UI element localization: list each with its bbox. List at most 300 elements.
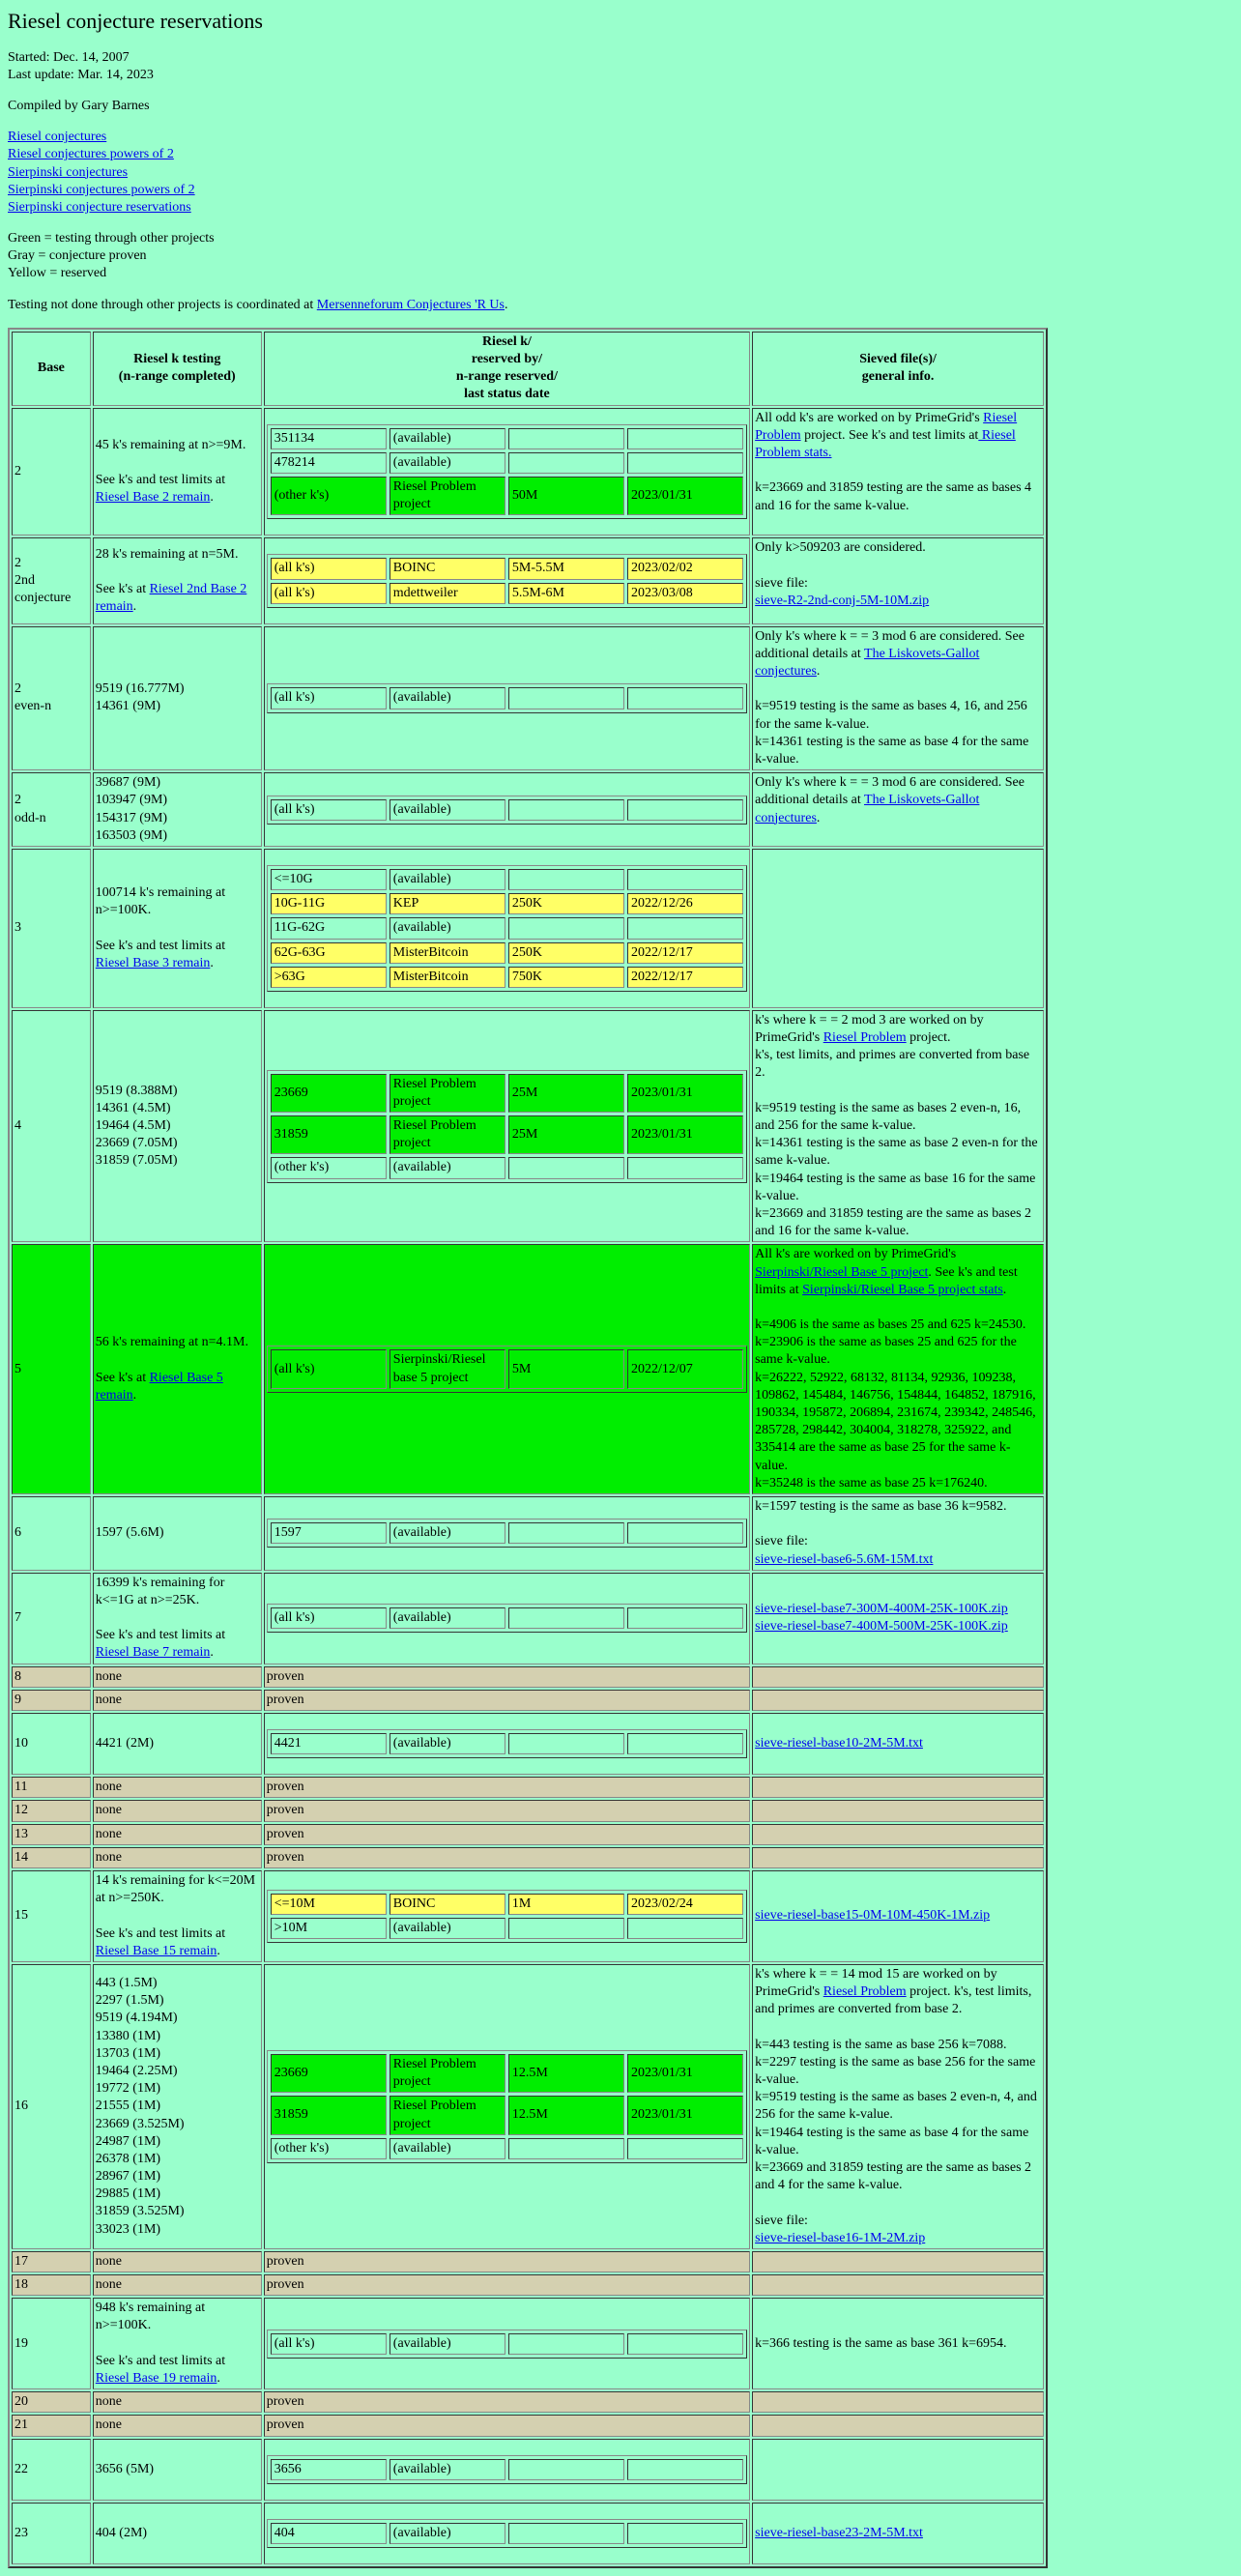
n-range: 12.5M xyxy=(508,2096,624,2134)
testing-cell: 28 k's remaining at n=5M. See k's at Riesel 2nd Base 2 remain. xyxy=(93,537,262,623)
info-cell: Only k's where k = = 3 mod 6 are considered. See additional details at The Liskovets-Gallot conjectures. xyxy=(752,772,1044,847)
reserved-by: Sierpinski/Riesel base 5 project xyxy=(390,1349,505,1388)
status-date xyxy=(627,1733,743,1754)
reservation-row xyxy=(271,1074,743,1113)
table-row xyxy=(12,2274,1044,2296)
link-sierpinski-powers-of-2[interactable]: Sierpinski conjectures powers of 2 xyxy=(8,182,195,197)
reservation-row xyxy=(271,893,743,914)
k-range: 31859 xyxy=(271,1115,387,1154)
reservation-cell: proven xyxy=(264,1824,750,1845)
status-date: 2023/02/24 xyxy=(627,1894,743,1915)
n-range xyxy=(508,1918,624,1939)
base-cell: 22 xyxy=(12,2439,91,2501)
n-range: 12.5M xyxy=(508,2054,624,2093)
n-range: 5M xyxy=(508,1349,624,1388)
reserved-by: Riesel Problem project xyxy=(390,2054,505,2093)
reservation-cell xyxy=(264,408,750,536)
link-riesel-problem[interactable]: Riesel Problem xyxy=(823,1984,907,2000)
info-cell xyxy=(752,1824,1044,1845)
status-date xyxy=(627,687,743,709)
table-row xyxy=(12,1870,1044,1962)
base-cell: 17 xyxy=(12,2251,91,2272)
info-cell xyxy=(752,849,1044,1008)
table-row xyxy=(12,772,1044,847)
testing-cell: none xyxy=(93,1666,262,1688)
reservation-row xyxy=(271,1115,743,1154)
legend xyxy=(8,230,1233,283)
compiled-by: Compiled by Gary Barnes xyxy=(8,98,150,113)
reserved-by: (available) xyxy=(390,917,505,939)
reservation-cell: proven xyxy=(264,1800,750,1821)
k-range: (all k's) xyxy=(271,687,387,709)
reservation-row xyxy=(271,2333,743,2355)
status-date: 2023/01/31 xyxy=(627,1115,743,1154)
status-date: 2022/12/26 xyxy=(627,893,743,914)
coordination-note: Testing not done through other projects is coordinated at Mersenneforum Conjectures 'R Us. xyxy=(8,297,508,312)
status-date xyxy=(627,2333,743,2355)
base-cell: 23 xyxy=(12,2503,91,2564)
link-sieve-file[interactable]: sieve-riesel-base23-2M-5M.txt xyxy=(755,2525,923,2540)
reserved-by: Riesel Problem project xyxy=(390,2096,505,2134)
status-date xyxy=(627,799,743,821)
started-date: Started: Dec. 14, 2007 xyxy=(8,49,130,65)
reservation-row xyxy=(271,2523,743,2544)
status-date: 2022/12/07 xyxy=(627,1349,743,1388)
k-range: 351134 xyxy=(271,428,387,449)
table-row xyxy=(12,1496,1044,1571)
link-sieve-file[interactable]: sieve-riesel-base15-0M-10M-450K-1M.zip xyxy=(755,1908,991,1924)
k-range: 23669 xyxy=(271,1074,387,1113)
reservation-row xyxy=(271,2096,743,2134)
info-cell xyxy=(752,2415,1044,2436)
info-cell xyxy=(752,2439,1044,2501)
reservation-row xyxy=(271,1607,743,1629)
link-base5-project[interactable]: Sierpinski/Riesel Base 5 project xyxy=(755,1264,929,1280)
reservation-subtable xyxy=(267,2330,747,2359)
last-update-date: Last update: Mar. 14, 2023 xyxy=(8,67,154,82)
link-riesel-problem[interactable]: Riesel Problem xyxy=(755,410,1018,443)
table-row xyxy=(12,2503,1044,2564)
k-range: 1597 xyxy=(271,1522,387,1544)
base-cell: 15 xyxy=(12,1870,91,1962)
reserved-by: (available) xyxy=(390,2138,505,2159)
info-cell xyxy=(752,2274,1044,2296)
reservation-row xyxy=(271,2054,743,2093)
k-range: 4421 xyxy=(271,1733,387,1754)
reservation-subtable xyxy=(267,1604,747,1633)
table-row xyxy=(12,1010,1044,1242)
n-range xyxy=(508,1607,624,1629)
testing-cell: 3656 (5M) xyxy=(93,2439,262,2501)
k-range: 23669 xyxy=(271,2054,387,2093)
table-row xyxy=(12,1964,1044,2249)
n-range xyxy=(508,428,624,449)
reservation-row xyxy=(271,1894,743,1915)
remain-link[interactable]: Riesel Base 2 remain xyxy=(95,490,211,506)
info-cell: k's where k = = 14 mod 15 are worked on by PrimeGrid's Riesel Problem project. k's, test limits, and primes are converted from base 2. k=443 testing is the same as base 256 k=7088. k=2297 testing is the same as base 256 for the same k-value. k=9519 testing is the same as bases 2 even-n, 4, and 256 for the same k-value. k=19464 testing is the same as base 4 for the same k-value. k=23669 and 31859 testing are the same as bases 2 and 4 for the same k-value. sieve file: sieve-riesel-base16-1M-2M.zip xyxy=(752,1964,1044,2249)
k-range: (other k's) xyxy=(271,2138,387,2159)
status-date: 2022/12/17 xyxy=(627,967,743,988)
reserved-by: (available) xyxy=(390,1157,505,1178)
info-cell: k's where k = = 2 mod 3 are worked on by PrimeGrid's Riesel Problem project. k's, test limits, and primes are converted from base 2. k=9519 testing is the same as bases 2 even-n, 16, and 256 for the same k-value. k=14361 testing is the same as base 2 even-n for the same k-value. k=19464 testing is the same as base 16 for the same k-value. k=23669 and 31859 testing are the same as bases 2 and 16 for the same k-value. xyxy=(752,1010,1044,1242)
k-range: <=10M xyxy=(271,1894,387,1915)
reserved-by: (available) xyxy=(390,1733,505,1754)
info-cell xyxy=(752,1713,1044,1775)
link-sieve-file[interactable]: sieve-riesel-base10-2M-5M.txt xyxy=(755,1736,923,1751)
status-date: 2023/02/02 xyxy=(627,558,743,579)
testing-cell: none xyxy=(93,2415,262,2436)
reserved-by: (available) xyxy=(390,1607,505,1629)
reservation-row xyxy=(271,1522,743,1544)
reservation-row xyxy=(271,2138,743,2159)
k-range: (all k's) xyxy=(271,583,387,604)
reservation-cell xyxy=(264,1870,750,1962)
info-cell: All k's are worked on by PrimeGrid's Sierpinski/Riesel Base 5 project. See k's and test limits at Sierpinski/Riesel Base 5 project stats. k=4906 is the same as bases 25 and 625 k=24530. k=23906 is the same as bases 25 and 625 for the same k-value. k=26222, 52922, 68132, 81134, 92936, 109238, 109862, 145484, 146756, 154844, 164852, 187916, 190334, 195872, 206894, 231674, 239342, 248546, 285728, 298442, 304004, 318278, 325922, and 335414 are the same as base 25 for the same k-value. k=35248 is the same as base 25 k=176240. xyxy=(752,1244,1044,1494)
reservation-row xyxy=(271,917,743,939)
n-range: 250K xyxy=(508,893,624,914)
table-row xyxy=(12,1824,1044,1845)
table-row xyxy=(12,1777,1044,1798)
k-range: 11G-62G xyxy=(271,917,387,939)
testing-cell: 56 k's remaining at n=4.1M. See k's at Riesel Base 5 remain. xyxy=(93,1244,262,1494)
status-date xyxy=(627,2459,743,2480)
reservation-row xyxy=(271,869,743,890)
reservation-row xyxy=(271,583,743,604)
reservation-cell xyxy=(264,772,750,847)
reserved-by: Riesel Problem project xyxy=(390,1074,505,1113)
link-sieve-file[interactable]: sieve-riesel-base16-1M-2M.zip xyxy=(755,2230,926,2245)
n-range: 1M xyxy=(508,1894,624,1915)
status-date xyxy=(627,2138,743,2159)
info-cell xyxy=(752,1666,1044,1688)
base-cell: 3 xyxy=(12,849,91,1008)
info-cell: Only k's where k = = 3 mod 6 are considered. See additional details at The Liskovets-Gallot conjectures. k=9519 testing is the same as bases 4, 16, and 256 for the same k-value. k=14361 testing is the same as base 4 for the same k-value. xyxy=(752,626,1044,771)
reservation-row xyxy=(271,452,743,474)
reservation-cell xyxy=(264,2503,750,2564)
reservation-cell: proven xyxy=(264,1666,750,1688)
nav-links xyxy=(8,129,1233,217)
table-row xyxy=(12,2415,1044,2436)
reservation-subtable xyxy=(267,1890,747,1943)
k-range: 62G-63G xyxy=(271,942,387,964)
base-cell: 12 xyxy=(12,1800,91,1821)
n-range: 50M xyxy=(508,477,624,515)
info-cell: k=1597 testing is the same as base 36 k=9582. sieve file: sieve-riesel-base6-5.6M-15M.txt xyxy=(752,1496,1044,1571)
status-date xyxy=(627,428,743,449)
link-riesel-problem[interactable]: Riesel Problem xyxy=(823,1030,907,1046)
table-header-row xyxy=(12,332,1044,406)
testing-cell: none xyxy=(93,2391,262,2413)
legend-yellow: Yellow = reserved xyxy=(8,266,107,281)
info-cell xyxy=(752,1870,1044,1962)
table-row xyxy=(12,1713,1044,1775)
status-date: 2023/01/31 xyxy=(627,1074,743,1113)
status-date: 2023/01/31 xyxy=(627,477,743,515)
header-info: Sieved file(s)/ general info. xyxy=(752,332,1044,406)
reservation-cell: proven xyxy=(264,2251,750,2272)
base-cell: 14 xyxy=(12,1847,91,1868)
reservation-subtable xyxy=(267,1519,747,1548)
info-cell xyxy=(752,2391,1044,2413)
n-range xyxy=(508,687,624,709)
reservation-row xyxy=(271,428,743,449)
base-cell: 10 xyxy=(12,1713,91,1775)
base-cell: 21 xyxy=(12,2415,91,2436)
reserved-by: MisterBitcoin xyxy=(390,942,505,964)
testing-cell: 1597 (5.6M) xyxy=(93,1496,262,1571)
testing-cell: 16399 k's remaining for k<=1G at n>=25K. See k's and test limits at Riesel Base 7 remain. xyxy=(93,1573,262,1664)
reserved-by: BOINC xyxy=(390,1894,505,1915)
n-range: 5.5M-6M xyxy=(508,583,624,604)
table-row xyxy=(12,408,1044,536)
testing-cell: 39687 (9M) 103947 (9M) 154317 (9M) 163503 (9M) xyxy=(93,772,262,847)
table-row xyxy=(12,2251,1044,2272)
status-date xyxy=(627,1918,743,1939)
testing-cell: none xyxy=(93,1800,262,1821)
reservation-cell xyxy=(264,1244,750,1494)
table-row xyxy=(12,1573,1044,1664)
link-sieve-file[interactable]: sieve-riesel-base7-300M-400M-25K-100K.zip xyxy=(755,1602,1008,1616)
table-row xyxy=(12,2298,1044,2389)
reservation-row xyxy=(271,967,743,988)
testing-cell: 443 (1.5M) 2297 (1.5M) 9519 (4.194M) 13380 (1M) 13703 (1M) 19464 (2.25M) 19772 (1M) 21555 (1M) 23669 (3.525M) 24987 (1M) 26378 (1M) 28967 (1M) 29885 (1M) 31859 (3.525M) 33023 (1M) xyxy=(93,1964,262,2249)
k-range: 31859 xyxy=(271,2096,387,2134)
link-liskovets-gallot[interactable]: The Liskovets-Gallot conjectures xyxy=(755,793,980,825)
k-range: (other k's) xyxy=(271,477,387,515)
info-cell xyxy=(752,2503,1044,2564)
link-riesel-powers-of-2[interactable]: Riesel conjectures powers of 2 xyxy=(8,147,174,162)
k-range: <=10G xyxy=(271,869,387,890)
table-row xyxy=(12,626,1044,771)
base-cell: 5 xyxy=(12,1244,91,1494)
reservation-subtable xyxy=(267,424,747,520)
status-date: 2023/01/31 xyxy=(627,2096,743,2134)
k-range: 3656 xyxy=(271,2459,387,2480)
status-date xyxy=(627,1607,743,1629)
reservation-row xyxy=(271,1733,743,1754)
k-range: (other k's) xyxy=(271,1157,387,1178)
testing-cell: none xyxy=(93,1824,262,1845)
remain-link[interactable]: Riesel Base 7 remain xyxy=(95,1645,211,1661)
testing-cell: none xyxy=(93,1777,262,1798)
page-title: Riesel conjecture reservations xyxy=(8,9,263,33)
reservation-row xyxy=(271,942,743,964)
table-row xyxy=(12,849,1044,1008)
k-range: (all k's) xyxy=(271,2333,387,2355)
info-cell xyxy=(752,1847,1044,1868)
reserved-by: MisterBitcoin xyxy=(390,967,505,988)
remain-link[interactable]: Riesel Base 5 remain xyxy=(95,1370,223,1403)
reservation-cell: proven xyxy=(264,1847,750,1868)
testing-cell: 100714 k's remaining at n>=100K. See k's and test limits at Riesel Base 3 remain. xyxy=(93,849,262,1008)
info-cell xyxy=(752,1690,1044,1711)
info-cell: Only k>509203 are considered. sieve file: sieve-R2-2nd-conj-5M-10M.zip xyxy=(752,537,1044,623)
n-range xyxy=(508,1733,624,1754)
reserved-by: (available) xyxy=(390,428,505,449)
header-testing: Riesel k testing (n-range completed) xyxy=(93,332,262,406)
reserved-by: Riesel Problem project xyxy=(390,1115,505,1154)
base-cell: 2 xyxy=(12,408,91,536)
n-range xyxy=(508,1157,624,1178)
reservation-row xyxy=(271,2459,743,2480)
reserved-by: Riesel Problem project xyxy=(390,477,505,515)
link-sierpinski-conjectures[interactable]: Sierpinski conjectures xyxy=(8,164,129,180)
info-cell: All odd k's are worked on by PrimeGrid's Riesel Problem project. See k's and test limits at Riesel Problem stats. k=23669 and 31859 testing are the same as bases 4 and 16 for the same k-value. xyxy=(752,408,1044,536)
k-range: 404 xyxy=(271,2523,387,2544)
reserved-by: (available) xyxy=(390,869,505,890)
testing-cell: 9519 (16.777M) 14361 (9M) xyxy=(93,626,262,771)
n-range xyxy=(508,799,624,821)
reservation-subtable xyxy=(267,1729,747,1758)
testing-cell: none xyxy=(93,2251,262,2272)
link-liskovets-gallot[interactable]: The Liskovets-Gallot conjectures xyxy=(755,646,980,680)
link-sieve-file[interactable]: sieve-riesel-base7-400M-500M-25K-100K.zip xyxy=(755,1619,1008,1635)
reserved-by: (available) xyxy=(390,687,505,709)
table-row xyxy=(12,537,1044,623)
testing-cell: 404 (2M) xyxy=(93,2503,262,2564)
testing-cell: none xyxy=(93,1690,262,1711)
reserved-by: (available) xyxy=(390,1522,505,1544)
link-base5-stats[interactable]: Sierpinski/Riesel Base 5 project stats xyxy=(802,1282,1003,1297)
n-range: 750K xyxy=(508,967,624,988)
reserved-by: (available) xyxy=(390,799,505,821)
n-range: 5M-5.5M xyxy=(508,558,624,579)
reservation-subtable xyxy=(267,2455,747,2484)
reserved-by: mdettweiler xyxy=(390,583,505,604)
testing-cell: 45 k's remaining at n>=9M. See k's and test limits at Riesel Base 2 remain. xyxy=(93,408,262,536)
reservation-cell: proven xyxy=(264,2391,750,2413)
link-mersenneforum[interactable]: Mersenneforum Conjectures 'R Us xyxy=(316,297,505,312)
base-cell: 2 2nd conjecture xyxy=(12,537,91,623)
link-sieve-file[interactable]: sieve-riesel-base6-5.6M-15M.txt xyxy=(755,1551,934,1567)
n-range xyxy=(508,1522,624,1544)
status-date xyxy=(627,2523,743,2544)
k-range: (all k's) xyxy=(271,1607,387,1629)
reserved-by: (available) xyxy=(390,1918,505,1939)
reservation-cell xyxy=(264,849,750,1008)
reservation-cell xyxy=(264,1496,750,1571)
remain-link[interactable]: Riesel 2nd Base 2 remain xyxy=(95,582,247,615)
info-cell xyxy=(752,2251,1044,2272)
reservation-cell xyxy=(264,626,750,771)
reservation-cell xyxy=(264,2298,750,2389)
base-cell: 2 even-n xyxy=(12,626,91,771)
testing-cell: 14 k's remaining for k<=20M at n>=250K. See k's and test limits at Riesel Base 15 remain. xyxy=(93,1870,262,1962)
table-row xyxy=(12,2391,1044,2413)
n-range xyxy=(508,2138,624,2159)
link-riesel-problem-stats[interactable]: Riesel Problem stats. xyxy=(755,427,1016,460)
table-row xyxy=(12,1244,1044,1494)
base-cell: 18 xyxy=(12,2274,91,2296)
n-range xyxy=(508,869,624,890)
reserved-by: KEP xyxy=(390,893,505,914)
n-range xyxy=(508,2523,624,2544)
reservation-row xyxy=(271,1349,743,1388)
n-range xyxy=(508,2333,624,2355)
testing-cell: 9519 (8.388M) 14361 (4.5M) 19464 (4.5M) 23669 (7.05M) 31859 (7.05M) xyxy=(93,1010,262,1242)
base-cell: 7 xyxy=(12,1573,91,1664)
header-base: Base xyxy=(12,332,91,406)
info-cell xyxy=(752,1777,1044,1798)
reservation-cell: proven xyxy=(264,2415,750,2436)
link-sieve-file[interactable]: sieve-R2-2nd-conj-5M-10M.zip xyxy=(755,593,930,608)
reservations-table xyxy=(8,328,1048,2568)
reserved-by: (available) xyxy=(390,2523,505,2544)
k-range: 10G-11G xyxy=(271,893,387,914)
remain-link[interactable]: Riesel Base 3 remain xyxy=(95,955,211,970)
reservation-subtable xyxy=(267,683,747,712)
base-cell: 8 xyxy=(12,1666,91,1688)
info-cell: k=366 testing is the same as base 361 k=6954. xyxy=(752,2298,1044,2389)
remain-link[interactable]: Riesel Base 15 remain xyxy=(95,1943,217,1958)
link-riesel-conjectures[interactable]: Riesel conjectures xyxy=(8,130,107,145)
testing-cell: none xyxy=(93,1847,262,1868)
reservation-row xyxy=(271,1918,743,1939)
status-date xyxy=(627,1522,743,1544)
reservation-subtable xyxy=(267,1070,747,1183)
k-range: (all k's) xyxy=(271,1349,387,1388)
reservation-row xyxy=(271,558,743,579)
remain-link[interactable]: Riesel Base 19 remain xyxy=(95,2371,217,2387)
reservation-row xyxy=(271,799,743,821)
reserved-by: (available) xyxy=(390,2333,505,2355)
table-row xyxy=(12,1690,1044,1711)
reserved-by: (available) xyxy=(390,2459,505,2480)
reservation-cell xyxy=(264,1010,750,1242)
reservation-subtable xyxy=(267,1346,747,1392)
reservation-cell: proven xyxy=(264,1690,750,1711)
reservation-subtable xyxy=(267,2519,747,2548)
n-range: 250K xyxy=(508,942,624,964)
reservation-cell xyxy=(264,537,750,623)
link-sierpinski-reservations[interactable]: Sierpinski conjecture reservations xyxy=(8,199,191,215)
reservation-cell: proven xyxy=(264,2274,750,2296)
base-cell: 16 xyxy=(12,1964,91,2249)
reserved-by: (available) xyxy=(390,452,505,474)
status-date: 2023/03/08 xyxy=(627,583,743,604)
k-range: 478214 xyxy=(271,452,387,474)
n-range xyxy=(508,452,624,474)
n-range: 25M xyxy=(508,1074,624,1113)
reservation-cell xyxy=(264,1713,750,1775)
k-range: >63G xyxy=(271,967,387,988)
reservation-subtable xyxy=(267,865,747,992)
base-cell: 20 xyxy=(12,2391,91,2413)
n-range xyxy=(508,2459,624,2480)
reservation-cell xyxy=(264,2439,750,2501)
reservation-subtable xyxy=(267,554,747,607)
dates xyxy=(8,49,1233,84)
info-cell xyxy=(752,1800,1044,1821)
status-date xyxy=(627,869,743,890)
testing-cell: none xyxy=(93,2274,262,2296)
table-row xyxy=(12,2439,1044,2501)
status-date: 2022/12/17 xyxy=(627,942,743,964)
base-cell: 9 xyxy=(12,1690,91,1711)
header-reserved: Riesel k/ reserved by/ n-range reserved/ last status date xyxy=(264,332,750,406)
reservation-cell xyxy=(264,1964,750,2249)
reservation-cell xyxy=(264,1573,750,1664)
k-range: (all k's) xyxy=(271,799,387,821)
legend-green: Green = testing through other projects xyxy=(8,231,215,246)
base-cell: 4 xyxy=(12,1010,91,1242)
status-date xyxy=(627,917,743,939)
table-row xyxy=(12,1800,1044,1821)
base-cell: 6 xyxy=(12,1496,91,1571)
testing-cell: 4421 (2M) xyxy=(93,1713,262,1775)
base-cell: 2 odd-n xyxy=(12,772,91,847)
info-cell xyxy=(752,1573,1044,1664)
